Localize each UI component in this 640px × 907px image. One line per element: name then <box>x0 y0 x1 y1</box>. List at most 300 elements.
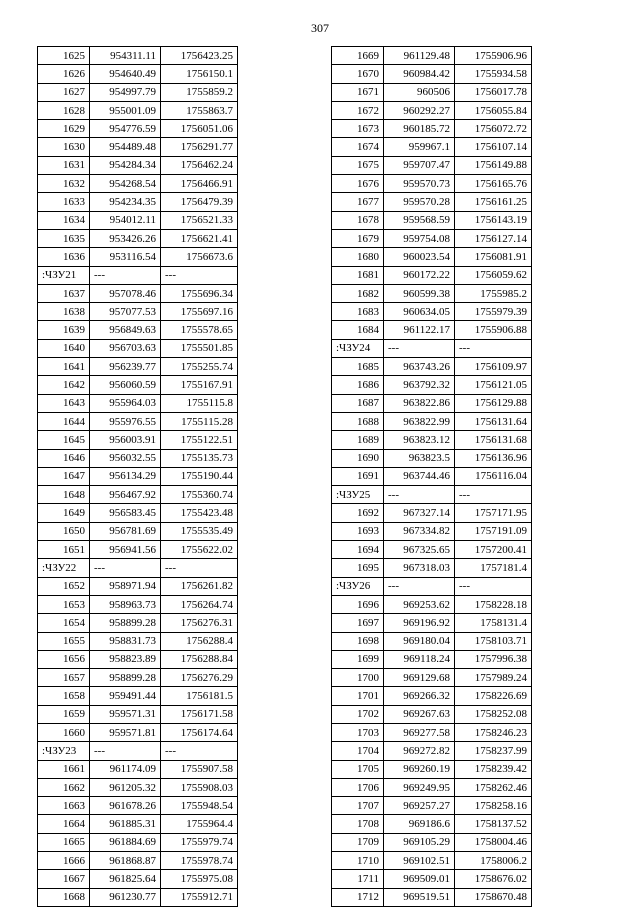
y-coordinate-cell: 1755979.39 <box>455 303 532 321</box>
x-coordinate-cell: 963743.26 <box>384 358 455 376</box>
y-coordinate-cell: 1755501.85 <box>161 339 238 357</box>
point-number-cell: 1649 <box>38 504 90 522</box>
y-coordinate-cell: 1756264.74 <box>161 595 238 613</box>
x-coordinate-cell: 958899.28 <box>90 614 161 632</box>
point-number-cell: 1673 <box>332 120 384 138</box>
x-coordinate-cell: 961884.69 <box>90 833 161 851</box>
y-coordinate-cell: 1756150.1 <box>161 65 238 83</box>
point-number-cell: 1642 <box>38 376 90 394</box>
point-number-cell: 1650 <box>38 522 90 540</box>
point-number-cell: 1672 <box>332 101 384 119</box>
table-row <box>38 797 238 815</box>
y-coordinate-cell: 1756462.24 <box>161 156 238 174</box>
y-coordinate-cell: 1756131.68 <box>455 431 532 449</box>
table-row <box>332 614 532 632</box>
point-number-cell: 1685 <box>332 358 384 376</box>
section-header-row <box>38 742 238 760</box>
point-number-cell: 1635 <box>38 229 90 247</box>
x-coordinate-cell: 969509.01 <box>384 870 455 888</box>
point-number-cell: 1694 <box>332 541 384 559</box>
y-coordinate-cell: 1755934.58 <box>455 65 532 83</box>
point-number-cell: 1666 <box>38 852 90 870</box>
y-coordinate-cell: 1755697.16 <box>161 303 238 321</box>
point-number-cell: 1627 <box>38 83 90 101</box>
table-row <box>332 870 532 888</box>
point-number-cell: 1640 <box>38 339 90 357</box>
x-coordinate-cell: 961885.31 <box>90 815 161 833</box>
point-number-cell: 1665 <box>38 833 90 851</box>
y-coordinate-cell: 1755906.96 <box>455 47 532 65</box>
x-coordinate-cell: 969272.82 <box>384 742 455 760</box>
table-row <box>38 65 238 83</box>
x-coordinate-cell: 954640.49 <box>90 65 161 83</box>
table-row <box>38 888 238 906</box>
point-number-cell: 1652 <box>38 577 90 595</box>
table-row <box>38 870 238 888</box>
y-coordinate-cell: 1755912.71 <box>161 888 238 906</box>
table-row <box>38 156 238 174</box>
table-row <box>38 632 238 650</box>
point-number-cell: 1682 <box>332 284 384 302</box>
x-coordinate-cell: 960634.05 <box>384 303 455 321</box>
x-coordinate-cell: 969519.51 <box>384 888 455 906</box>
point-number-cell: 1664 <box>38 815 90 833</box>
y-coordinate-cell: 1755863.7 <box>161 101 238 119</box>
point-number-cell: 1634 <box>38 211 90 229</box>
table-row <box>332 193 532 211</box>
point-number-cell: 1676 <box>332 175 384 193</box>
x-coordinate-cell: 954268.54 <box>90 175 161 193</box>
table-row <box>38 138 238 156</box>
point-number-cell: 1696 <box>332 595 384 613</box>
table-row <box>38 705 238 723</box>
point-number-cell: 1690 <box>332 449 384 467</box>
y-coordinate-cell: 1757996.38 <box>455 650 532 668</box>
point-number-cell: 1705 <box>332 760 384 778</box>
y-coordinate-cell: 1756276.31 <box>161 614 238 632</box>
y-coordinate-cell: 1758246.23 <box>455 723 532 741</box>
x-coordinate-cell: 954311.11 <box>90 47 161 65</box>
y-coordinate-cell: 1756276.29 <box>161 669 238 687</box>
table-row <box>38 358 238 376</box>
y-coordinate-cell: 1756017.78 <box>455 83 532 101</box>
x-coordinate-cell: 955964.03 <box>90 394 161 412</box>
x-coordinate-cell: 957078.46 <box>90 284 161 302</box>
x-coordinate-cell: 959491.44 <box>90 687 161 705</box>
section-header-row <box>38 559 238 577</box>
x-coordinate-cell: 967325.65 <box>384 541 455 559</box>
table-row <box>332 541 532 559</box>
y-coordinate-cell: 1755135.73 <box>161 449 238 467</box>
table-row <box>332 229 532 247</box>
y-coordinate-cell: 1755948.54 <box>161 797 238 815</box>
point-number-cell: 1628 <box>38 101 90 119</box>
x-coordinate-cell: 953116.54 <box>90 248 161 266</box>
x-coordinate-cell: 956467.92 <box>90 486 161 504</box>
point-number-cell: 1678 <box>332 211 384 229</box>
table-row <box>38 577 238 595</box>
table-row <box>38 284 238 302</box>
point-number-cell: 1660 <box>38 723 90 741</box>
point-number-cell: 1651 <box>38 541 90 559</box>
x-coordinate-cell: 963823.5 <box>384 449 455 467</box>
point-number-cell: 1630 <box>38 138 90 156</box>
x-coordinate-cell: 959707.47 <box>384 156 455 174</box>
point-number-cell: 1629 <box>38 120 90 138</box>
table-row <box>38 467 238 485</box>
y-coordinate-cell: 1755907.58 <box>161 760 238 778</box>
table-row <box>332 723 532 741</box>
table-row <box>332 760 532 778</box>
y-coordinate-cell: 1756121.05 <box>455 376 532 394</box>
point-number-cell: :ЧЗУ25 <box>332 486 384 504</box>
x-coordinate-cell: 963822.86 <box>384 394 455 412</box>
point-number-cell: 1709 <box>332 833 384 851</box>
table-row <box>38 449 238 467</box>
point-number-cell: :ЧЗУ24 <box>332 339 384 357</box>
y-coordinate-cell: 1757200.41 <box>455 541 532 559</box>
x-coordinate-cell: 969267.63 <box>384 705 455 723</box>
y-coordinate-cell: 1757989.24 <box>455 669 532 687</box>
table-row <box>332 522 532 540</box>
x-coordinate-cell: 956060.59 <box>90 376 161 394</box>
x-coordinate-cell: 969253.62 <box>384 595 455 613</box>
point-number-cell: 1686 <box>332 376 384 394</box>
table-row <box>38 229 238 247</box>
y-coordinate-cell: --- <box>161 742 238 760</box>
y-coordinate-cell: 1756288.4 <box>161 632 238 650</box>
point-number-cell: 1704 <box>332 742 384 760</box>
point-number-cell: 1671 <box>332 83 384 101</box>
x-coordinate-cell: 958963.73 <box>90 595 161 613</box>
y-coordinate-cell: --- <box>161 559 238 577</box>
point-number-cell: 1657 <box>38 669 90 687</box>
section-header-row <box>332 339 532 357</box>
point-number-cell: 1710 <box>332 852 384 870</box>
x-coordinate-cell: --- <box>90 742 161 760</box>
y-coordinate-cell: 1755255.74 <box>161 358 238 376</box>
y-coordinate-cell: 1756174.64 <box>161 723 238 741</box>
table-row <box>38 248 238 266</box>
x-coordinate-cell: 960023.54 <box>384 248 455 266</box>
y-coordinate-cell: 1755190.44 <box>161 467 238 485</box>
x-coordinate-cell: 956941.56 <box>90 541 161 559</box>
table-row <box>332 303 532 321</box>
table-row <box>332 687 532 705</box>
table-row <box>38 833 238 851</box>
point-number-cell: 1655 <box>38 632 90 650</box>
section-header-row <box>332 486 532 504</box>
y-coordinate-cell: 1757191.09 <box>455 522 532 540</box>
point-number-cell: 1646 <box>38 449 90 467</box>
y-coordinate-cell: 1756673.6 <box>161 248 238 266</box>
y-coordinate-cell: 1755975.08 <box>161 870 238 888</box>
y-coordinate-cell: 1756288.84 <box>161 650 238 668</box>
y-coordinate-cell: 1756466.91 <box>161 175 238 193</box>
table-row <box>332 120 532 138</box>
point-number-cell: 1674 <box>332 138 384 156</box>
x-coordinate-cell: 961868.87 <box>90 852 161 870</box>
y-coordinate-cell: 1758004.46 <box>455 833 532 851</box>
y-coordinate-cell: 1756479.39 <box>161 193 238 211</box>
table-row <box>332 248 532 266</box>
y-coordinate-cell: 1755167.91 <box>161 376 238 394</box>
table-row <box>332 650 532 668</box>
point-number-cell: 1645 <box>38 431 90 449</box>
x-coordinate-cell: 969105.29 <box>384 833 455 851</box>
x-coordinate-cell: --- <box>384 339 455 357</box>
x-coordinate-cell: 954012.11 <box>90 211 161 229</box>
y-coordinate-cell: 1758237.99 <box>455 742 532 760</box>
point-number-cell: 1669 <box>332 47 384 65</box>
y-coordinate-cell: 1756131.64 <box>455 412 532 430</box>
y-coordinate-cell: 1755115.28 <box>161 412 238 430</box>
table-row <box>332 852 532 870</box>
table-row <box>332 138 532 156</box>
x-coordinate-cell: 967327.14 <box>384 504 455 522</box>
table-row <box>332 632 532 650</box>
x-coordinate-cell: 956781.69 <box>90 522 161 540</box>
y-coordinate-cell: 1758670.48 <box>455 888 532 906</box>
y-coordinate-cell: 1758226.69 <box>455 687 532 705</box>
point-number-cell: 1632 <box>38 175 90 193</box>
x-coordinate-cell: 959571.81 <box>90 723 161 741</box>
table-row <box>332 101 532 119</box>
x-coordinate-cell: 959571.31 <box>90 705 161 723</box>
table-row <box>38 394 238 412</box>
y-coordinate-cell: 1755696.34 <box>161 284 238 302</box>
table-row <box>38 815 238 833</box>
table-row <box>332 669 532 687</box>
table-row <box>38 723 238 741</box>
point-number-cell: 1680 <box>332 248 384 266</box>
table-row <box>332 412 532 430</box>
x-coordinate-cell: 961230.77 <box>90 888 161 906</box>
point-number-cell: 1636 <box>38 248 90 266</box>
point-number-cell: 1638 <box>38 303 90 321</box>
x-coordinate-cell: 967334.82 <box>384 522 455 540</box>
y-coordinate-cell: 1756081.91 <box>455 248 532 266</box>
coordinate-table-left <box>37 46 238 907</box>
coordinate-table-right <box>331 46 532 907</box>
table-row <box>38 412 238 430</box>
y-coordinate-cell: 1758228.18 <box>455 595 532 613</box>
y-coordinate-cell: 1757171.95 <box>455 504 532 522</box>
point-number-cell: 1631 <box>38 156 90 174</box>
x-coordinate-cell: 969118.24 <box>384 650 455 668</box>
y-coordinate-cell: 1756107.14 <box>455 138 532 156</box>
point-number-cell: :ЧЗУ22 <box>38 559 90 577</box>
x-coordinate-cell: 954489.48 <box>90 138 161 156</box>
point-number-cell: 1702 <box>332 705 384 723</box>
point-number-cell: 1698 <box>332 632 384 650</box>
point-number-cell: 1644 <box>38 412 90 430</box>
x-coordinate-cell: --- <box>384 486 455 504</box>
x-coordinate-cell: 956239.77 <box>90 358 161 376</box>
table-row <box>332 888 532 906</box>
x-coordinate-cell: 960172.22 <box>384 266 455 284</box>
x-coordinate-cell: 969196.92 <box>384 614 455 632</box>
point-number-cell: 1663 <box>38 797 90 815</box>
x-coordinate-cell: 960185.72 <box>384 120 455 138</box>
table-row <box>332 358 532 376</box>
table-row <box>332 284 532 302</box>
y-coordinate-cell: 1758006.2 <box>455 852 532 870</box>
table-row <box>38 687 238 705</box>
table-row <box>332 266 532 284</box>
x-coordinate-cell: 969180.04 <box>384 632 455 650</box>
y-coordinate-cell: 1756072.72 <box>455 120 532 138</box>
y-coordinate-cell: 1758676.02 <box>455 870 532 888</box>
y-coordinate-cell: 1755979.74 <box>161 833 238 851</box>
y-coordinate-cell: --- <box>455 339 532 357</box>
x-coordinate-cell: 960506 <box>384 83 455 101</box>
y-coordinate-cell: 1756059.62 <box>455 266 532 284</box>
x-coordinate-cell: 969249.95 <box>384 778 455 796</box>
table-row <box>38 303 238 321</box>
table-row <box>332 321 532 339</box>
table-row <box>38 669 238 687</box>
point-number-cell: :ЧЗУ23 <box>38 742 90 760</box>
y-coordinate-cell: 1756521.33 <box>161 211 238 229</box>
x-coordinate-cell: 963823.12 <box>384 431 455 449</box>
y-coordinate-cell: 1758252.08 <box>455 705 532 723</box>
table-row <box>38 760 238 778</box>
y-coordinate-cell: 1756621.41 <box>161 229 238 247</box>
x-coordinate-cell: 969277.58 <box>384 723 455 741</box>
y-coordinate-cell: --- <box>161 266 238 284</box>
x-coordinate-cell: 954997.79 <box>90 83 161 101</box>
table-row <box>332 431 532 449</box>
table-row <box>38 193 238 211</box>
y-coordinate-cell: 1756129.88 <box>455 394 532 412</box>
x-coordinate-cell: 956032.55 <box>90 449 161 467</box>
x-coordinate-cell: 961205.32 <box>90 778 161 796</box>
section-header-row <box>332 577 532 595</box>
table-row <box>332 83 532 101</box>
y-coordinate-cell: 1756136.96 <box>455 449 532 467</box>
table-row <box>332 504 532 522</box>
x-coordinate-cell: 969260.19 <box>384 760 455 778</box>
point-number-cell: :ЧЗУ21 <box>38 266 90 284</box>
y-coordinate-cell: 1755578.65 <box>161 321 238 339</box>
table-row <box>38 47 238 65</box>
table-row <box>38 120 238 138</box>
y-coordinate-cell: 1756165.76 <box>455 175 532 193</box>
y-coordinate-cell: 1756181.5 <box>161 687 238 705</box>
y-coordinate-cell: 1756109.97 <box>455 358 532 376</box>
table-row <box>38 650 238 668</box>
point-number-cell: :ЧЗУ26 <box>332 577 384 595</box>
y-coordinate-cell: 1756161.25 <box>455 193 532 211</box>
y-coordinate-cell: 1756143.19 <box>455 211 532 229</box>
x-coordinate-cell: 954234.35 <box>90 193 161 211</box>
x-coordinate-cell: 958971.94 <box>90 577 161 595</box>
x-coordinate-cell: 956703.63 <box>90 339 161 357</box>
point-number-cell: 1706 <box>332 778 384 796</box>
x-coordinate-cell: 959568.59 <box>384 211 455 229</box>
x-coordinate-cell: 960984.42 <box>384 65 455 83</box>
point-number-cell: 1693 <box>332 522 384 540</box>
point-number-cell: 1658 <box>38 687 90 705</box>
y-coordinate-cell: 1758103.71 <box>455 632 532 650</box>
point-number-cell: 1647 <box>38 467 90 485</box>
y-coordinate-cell: 1756291.77 <box>161 138 238 156</box>
point-number-cell: 1648 <box>38 486 90 504</box>
y-coordinate-cell: 1756055.84 <box>455 101 532 119</box>
x-coordinate-cell: 956003.91 <box>90 431 161 449</box>
y-coordinate-cell: 1758131.4 <box>455 614 532 632</box>
y-coordinate-cell: 1755908.03 <box>161 778 238 796</box>
point-number-cell: 1670 <box>332 65 384 83</box>
x-coordinate-cell: 961122.17 <box>384 321 455 339</box>
point-number-cell: 1653 <box>38 595 90 613</box>
x-coordinate-cell: 961825.64 <box>90 870 161 888</box>
point-number-cell: 1711 <box>332 870 384 888</box>
point-number-cell: 1708 <box>332 815 384 833</box>
point-number-cell: 1643 <box>38 394 90 412</box>
y-coordinate-cell: 1756051.06 <box>161 120 238 138</box>
table-row <box>38 175 238 193</box>
x-coordinate-cell: 959967.1 <box>384 138 455 156</box>
point-number-cell: 1692 <box>332 504 384 522</box>
x-coordinate-cell: 963744.46 <box>384 467 455 485</box>
y-coordinate-cell: 1755622.02 <box>161 541 238 559</box>
x-coordinate-cell: 955001.09 <box>90 101 161 119</box>
table-row <box>38 339 238 357</box>
table-row <box>38 595 238 613</box>
point-number-cell: 1712 <box>332 888 384 906</box>
table-row <box>38 522 238 540</box>
point-number-cell: 1677 <box>332 193 384 211</box>
x-coordinate-cell: 954284.34 <box>90 156 161 174</box>
y-coordinate-cell: 1756116.04 <box>455 467 532 485</box>
table-row <box>332 211 532 229</box>
point-number-cell: 1626 <box>38 65 90 83</box>
x-coordinate-cell: --- <box>384 577 455 595</box>
x-coordinate-cell: --- <box>90 559 161 577</box>
table-row <box>38 321 238 339</box>
x-coordinate-cell: 954776.59 <box>90 120 161 138</box>
y-coordinate-cell: 1755978.74 <box>161 852 238 870</box>
x-coordinate-cell: 969266.32 <box>384 687 455 705</box>
point-number-cell: 1687 <box>332 394 384 412</box>
x-coordinate-cell: 961678.26 <box>90 797 161 815</box>
table-row <box>332 595 532 613</box>
point-number-cell: 1662 <box>38 778 90 796</box>
table-row <box>38 504 238 522</box>
x-coordinate-cell: 956849.63 <box>90 321 161 339</box>
table-row <box>332 797 532 815</box>
point-number-cell: 1656 <box>38 650 90 668</box>
table-row <box>38 101 238 119</box>
table-row <box>38 211 238 229</box>
x-coordinate-cell: 959754.08 <box>384 229 455 247</box>
y-coordinate-cell: --- <box>455 577 532 595</box>
x-coordinate-cell: 953426.26 <box>90 229 161 247</box>
section-header-row <box>38 266 238 284</box>
x-coordinate-cell: 969186.6 <box>384 815 455 833</box>
table-row <box>332 175 532 193</box>
point-number-cell: 1683 <box>332 303 384 321</box>
y-coordinate-cell: 1755122.51 <box>161 431 238 449</box>
table-row <box>38 376 238 394</box>
point-number-cell: 1707 <box>332 797 384 815</box>
point-number-cell: 1703 <box>332 723 384 741</box>
table-row <box>332 742 532 760</box>
y-coordinate-cell: 1755535.49 <box>161 522 238 540</box>
table-row <box>38 614 238 632</box>
